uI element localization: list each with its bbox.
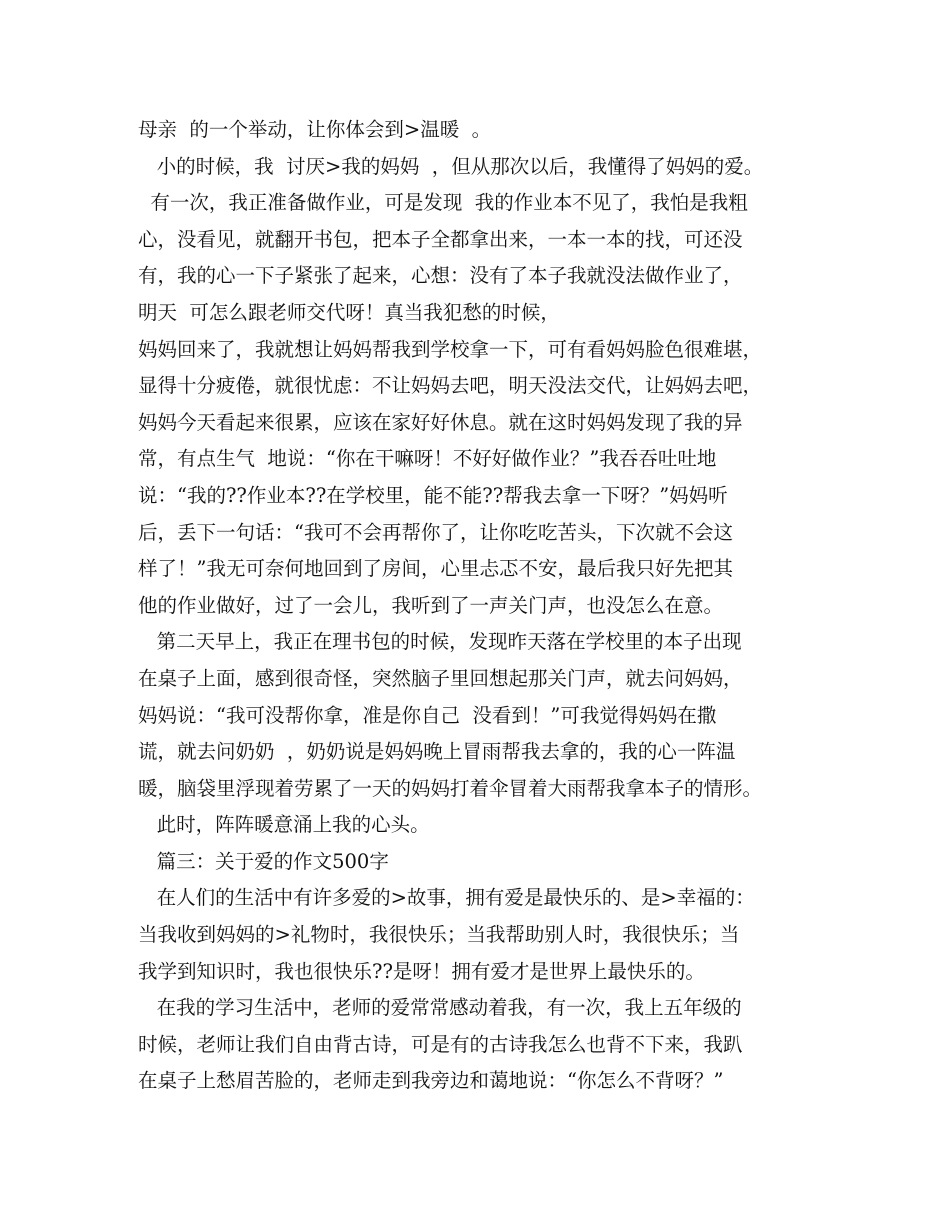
- text-line: 妈妈今天看起来很累，应该在家好好休息。就在这时妈妈发现了我的异: [138, 410, 743, 434]
- text-line: 说：“我的??作业本??在学校里，能不能??帮我去拿一下呀？”妈妈听: [138, 483, 728, 507]
- text-line: 明天 可怎么跟老师交代呀！真当我犯愁的时候，: [138, 300, 560, 324]
- text-line: 母亲 的一个举动，让你体会到>温暖 。: [138, 118, 492, 141]
- text-line: 有，我的心一下子紧张了起来，心想：没有了本子我就没法做作业了，: [138, 264, 743, 288]
- text-line: 在人们的生活中有许多爱的>故事，拥有爱是最快乐的、是>幸福的：: [138, 886, 755, 910]
- text-line: 在桌子上愁眉苦脸的，老师走到我旁边和蔼地说：“你怎么不背呀？”: [138, 1069, 724, 1093]
- text-line: 妈妈说：“我可没帮你拿，准是你自己 没看到！”可我觉得妈妈在撒: [138, 703, 717, 727]
- text-line: 时候，老师让我们自由背古诗，可是有的古诗我怎么也背不下来，我趴: [138, 1032, 743, 1056]
- text-line: 心，没看见，就翻开书包，把本子全都拿出来，一本一本的找，可还没: [138, 227, 743, 251]
- text-line: 暖，脑袋里浮现着劳累了一天的妈妈打着伞冒着大雨帮我拿本子的情形。: [138, 776, 763, 800]
- text-line: 他的作业做好，过了一会儿，我听到了一声关门声，也没怎么在意。: [138, 593, 724, 617]
- text-line: 在桌子上面，感到很奇怪，突然脑子里回想起那关门声，就去问妈妈，: [138, 666, 743, 690]
- text-line: 样了！”我无可奈何地回到了房间，心里忐忑不安，最后我只好先把其: [138, 557, 733, 581]
- text-line: 小的时候，我 讨厌>我的妈妈 ，但从那次以后，我懂得了妈妈的爱。: [138, 154, 764, 178]
- text-line: 有一次，我正准备做作业，可是发现 我的作业本不见了，我怕是我粗: [138, 191, 748, 215]
- text-line: 此时，阵阵暖意涌上我的心头。: [138, 813, 430, 837]
- text-line: 妈妈回来了，我就想让妈妈帮我到学校拿一下，可有看妈妈脸色很难堪，: [138, 337, 763, 361]
- text-line: 在我的学习生活中，老师的爱常常感动着我，有一次，我上五年级的: [138, 996, 742, 1020]
- text-line: 我学到知识时，我也很快乐??是呀！拥有爱才是世界上最快乐的。: [138, 959, 705, 983]
- text-line: 后，丢下一句话：“我可不会再帮你了，让你吃吃苦头，下次就不会这: [138, 520, 733, 544]
- section-heading: 篇三：关于爱的作文500字: [138, 849, 389, 873]
- text-line: 常，有点生气 地说：“你在干嘛呀！不好好做作业？”我吞吞吐吐地: [138, 447, 717, 471]
- text-line: 显得十分疲倦，就很忧虑：不让妈妈去吧，明天没法交代，让妈妈去吧，: [138, 374, 763, 398]
- document-body: [138, 112, 838, 1100]
- text-line: 当我收到妈妈的>礼物时，我很快乐；当我帮助别人时，我很快乐；当: [138, 923, 740, 947]
- text-line: 谎，就去问奶奶 ，奶奶说是妈妈晚上冒雨帮我去拿的，我的心一阵温: [138, 740, 736, 764]
- text-line: 第二天早上，我正在理书包的时候，发现昨天落在学校里的本子出现: [138, 630, 742, 654]
